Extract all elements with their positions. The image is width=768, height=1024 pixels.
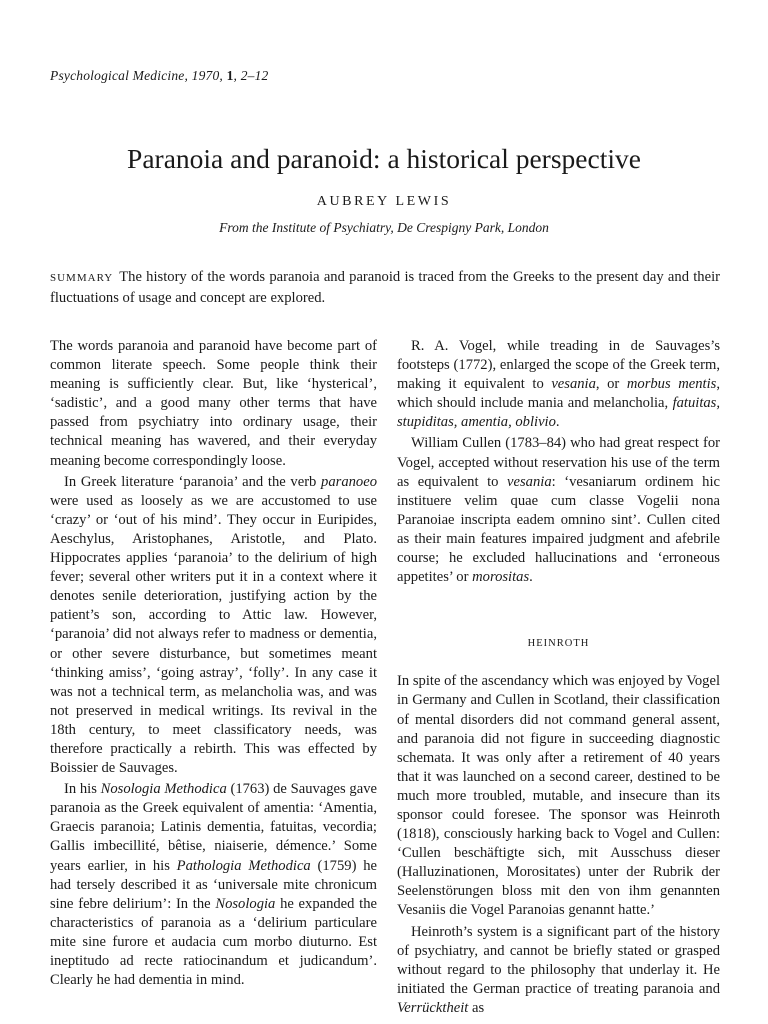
citation-volume: 1 bbox=[226, 68, 234, 83]
italic-term: Nosologia bbox=[215, 895, 276, 912]
paragraph bbox=[397, 923, 720, 1018]
text-run: (1763) de Sauvages gave paranoia as the Greek equivalent of amentia: ‘Amentia, Graecis paranoia; Latinis dementia, fatuitas, vecordia; Gallis imbecillité, bêtise, niaiserie, démence.’ Some years earlier, in his bbox=[50, 781, 377, 874]
right-column bbox=[397, 337, 720, 1020]
left-column bbox=[50, 337, 377, 992]
author-name: AUBREY LEWIS bbox=[316, 194, 452, 209]
italic-term: Verrücktheit bbox=[397, 999, 469, 1016]
italic-term: vesania bbox=[507, 473, 552, 490]
text-run: William Cullen (1783–84) who had great respect for Vogel, accepted without reservation his use of the term as equivalent to bbox=[397, 435, 720, 490]
paragraph bbox=[50, 780, 377, 990]
italic-term: Nosologia Methodica bbox=[100, 781, 227, 798]
summary-label: SUMMARY bbox=[50, 272, 114, 284]
text-run: , or bbox=[595, 376, 627, 393]
paragraph: The words paranoia and paranoid have become part of common literate speech. Some people think their meaning is sufficiently clear. But, like ‘hysterical’, ‘sadistic’, and a good many other terms that have passed from psychiatry into ordinary usage, their technical meaning has wavered, and their everyday meaning become correspondingly loose. bbox=[50, 338, 377, 469]
citation-year: , 1970, bbox=[184, 68, 227, 83]
italic-term: paranoeo bbox=[321, 473, 377, 490]
journal-name: Psychological Medicine bbox=[50, 68, 185, 83]
italic-term: vesania bbox=[551, 376, 596, 393]
author-affiliation: From the Institute of Psychiatry, De Crespigny Park, London bbox=[219, 220, 549, 235]
italic-term: morbus mentis bbox=[626, 376, 717, 393]
text-run: : ‘vesaniarum ordinem hic instituere velim quae cum classe Vogelii nona Paranoiae inscripta eadem omnino sint’. Cullen cited as their main features impaired judgment and afebrile course; he excluded hallucinations and ‘erroneous appetites’ or bbox=[397, 473, 720, 586]
text-run: In his bbox=[64, 781, 101, 798]
italic-term: Pathologia Methodica bbox=[176, 857, 311, 874]
italic-term: fatuitas, stupiditas, amentia, oblivio bbox=[397, 395, 720, 431]
journal-citation bbox=[50, 68, 269, 84]
text-run: as bbox=[468, 999, 485, 1016]
summary bbox=[50, 268, 720, 308]
paragraph bbox=[50, 473, 377, 779]
italic-term: morositas bbox=[472, 569, 530, 586]
paragraph bbox=[397, 434, 720, 587]
paragraph: In spite of the ascendancy which was enjoyed by Vogel in Germany and Cullen in Scotland, their classification of mental disorders did not command general assent, and paranoia did not figure in succeeding diagnostic schemata. It was only after a retirement of 40 years that it was launched on a second career, destined to be much more troubled, mutable, and insecure than its sponsor could foresee. The sponsor was Heinroth (1818), consciously harking back to Vogel and Cullen: ‘Cullen beschäftigte sich, mit Ausschuss dieser (Halluzinationen, Morositates) unter der Rubrik der Seelenstörungen bloss mit den von ihm genannten Vesaniis die Vogel Paranoias genannt hatte.’ bbox=[397, 673, 720, 919]
text-run: . bbox=[529, 569, 533, 586]
text-run: were used as loosely as we are accustomed to use ‘crazy’ or ‘out of his mind’. They occur in Euripides, Aeschylus, Aristophanes, Aristotle, and Plato. Hippocrates applies ‘paranoia’ to the delirium of high fever; several other writers put it in a context where it denotes senile deterioration, justifying action by the patient’s son, according to Attic law. However, ‘paranoia’ did not always refer to madness or dementia, or other severe disturbance, but sometimes meant ‘thinking amiss’, ‘going astray’, ‘folly’. In any case it was not a technical term, as melancholia was, and was not preserved in medical writings. Its revival in the 18th century, to meet classificatory needs, was therefore practically a rebirth. This was effected by Boissier de Sauvages. bbox=[50, 492, 377, 777]
section-heading: HEINROTH bbox=[527, 638, 590, 650]
text-run: In Greek literature ‘paranoia’ and the verb bbox=[64, 473, 322, 490]
citation-pages: , 2–12 bbox=[233, 68, 269, 83]
text-run: Heinroth’s system is a significant part of the history of psychiatry, and cannot be briefly stated or grasped without regard to the philosophy that underlay it. He initiated the German practice of treating paranoia and bbox=[397, 923, 720, 997]
text-run: . bbox=[555, 414, 560, 431]
summary-text: The history of the words paranoia and paranoid is traced from the Greeks to the present day and their fluctuations of usage and concept are explored. bbox=[50, 269, 720, 306]
paragraph bbox=[397, 337, 720, 432]
text-run: R. A. Vogel, while treading in de Sauvages’s footsteps (1772), enlarged the scope of the Greek term, making it equivalent to bbox=[397, 338, 720, 393]
text-run: (1759) he had tersely described it as ‘universale mite chronicum sine febre delirium’: In the bbox=[50, 857, 377, 912]
article-title: Paranoia and paranoid: a historical perspective bbox=[127, 143, 641, 174]
text-run: , which should include mania and melancholia, bbox=[397, 376, 720, 412]
text-run: he expanded the characteristics of paranoia as a ‘delirium particulare mite sine furore et audacia cum morbo diuturno. Est ineptitudo ad recte ratiocinandum et judicandum’. Clearly he had dementia in mind. bbox=[50, 895, 377, 989]
